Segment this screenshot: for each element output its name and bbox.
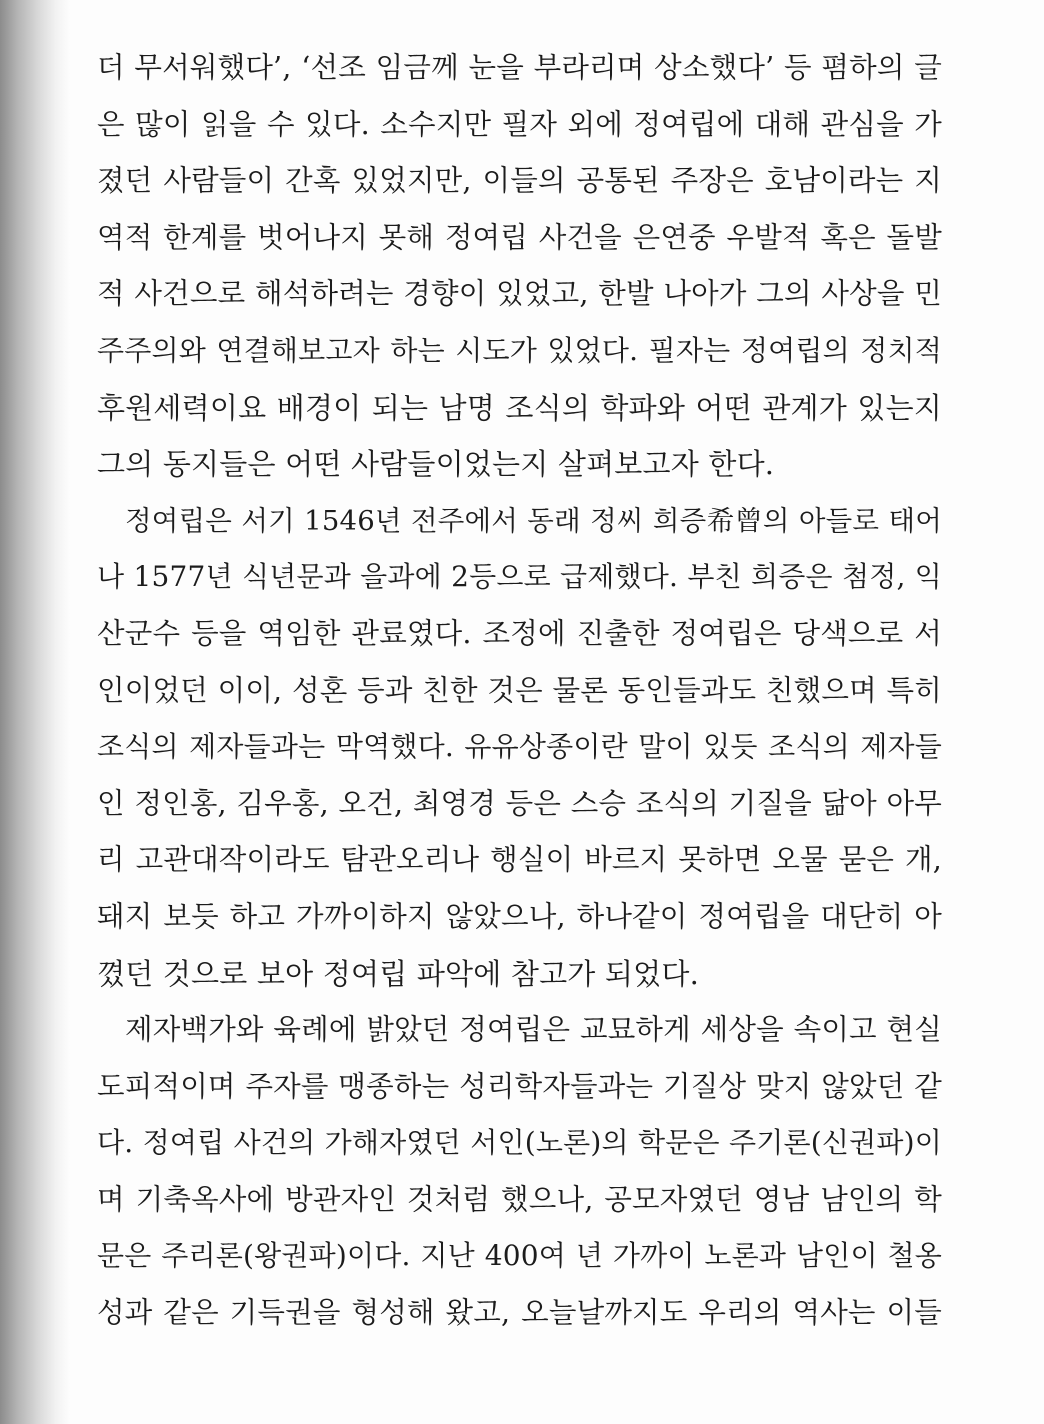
paragraph-2 bbox=[97, 493, 942, 1002]
text-line: 돼지 보듯 하고 가까이하지 않았으나, 하나같이 정여립을 대단히 아 bbox=[97, 899, 942, 933]
paragraph-3 bbox=[97, 1002, 942, 1342]
text-line: 졌던 사람들이 간혹 있었지만, 이들의 공통된 주장은 호남이라는 지 bbox=[97, 164, 942, 198]
text-line: 은 많이 읽을 수 있다. 소수지만 필자 외에 정여립에 대해 관심을 가 bbox=[97, 107, 942, 141]
text-line: 조식의 제자들과는 막역했다. 유유상종이란 말이 있듯 조식의 제자들 bbox=[97, 730, 942, 764]
text-line: 며 기축옥사에 방관자인 것처럼 했으나, 공모자였던 영남 남인의 학 bbox=[97, 1182, 942, 1216]
text-line: 꼈던 것으로 보아 정여립 파악에 참고가 되었다. bbox=[97, 956, 699, 991]
text-line: 정여립은 서기 1546년 전주에서 동래 정씨 희증希曾의 아들로 태어 bbox=[125, 504, 942, 537]
text-line: 산군수 등을 역임한 관료였다. 조정에 진출한 정여립은 당색으로 서 bbox=[97, 616, 942, 650]
text-line: 그의 동지들은 어떤 사람들이었는지 살펴보고자 한다. bbox=[97, 447, 775, 482]
text-line: 문은 주리론(왕권파)이다. 지난 400여 년 가까이 노론과 남인이 철옹 bbox=[97, 1239, 942, 1273]
text-line: 제자백가와 육례에 밝았던 정여립은 교묘하게 세상을 속이고 현실 bbox=[125, 1013, 942, 1047]
text-line: 더 무서워했다’, ‘선조 임금께 눈을 부라리며 상소했다’ 등 폄하의 글 bbox=[97, 51, 942, 84]
text-line: 인 정인홍, 김우홍, 오건, 최영경 등은 스승 조식의 기질을 닮아 아무 bbox=[97, 786, 942, 820]
body-text bbox=[97, 40, 942, 1342]
page-gutter-shadow bbox=[0, 0, 70, 1424]
text-line: 다. 정여립 사건의 가해자였던 서인(노론)의 학문은 주기론(신권파)이 bbox=[97, 1126, 942, 1160]
text-line: 적 사건으로 해석하려는 경향이 있었고, 한발 나아가 그의 사상을 민 bbox=[97, 277, 942, 311]
text-line: 주주의와 연결해보고자 하는 시도가 있었다. 필자는 정여립의 정치적 bbox=[97, 333, 942, 367]
text-line: 역적 한계를 벗어나지 못해 정여립 사건을 은연중 우발적 혹은 돌발 bbox=[97, 220, 942, 254]
text-line: 도피적이며 주자를 맹종하는 성리학자들과는 기질상 맞지 않았던 같 bbox=[97, 1069, 942, 1103]
text-line: 나 1577년 식년문과 을과에 2등으로 급제했다. 부친 희증은 첨정, 익 bbox=[97, 560, 942, 594]
text-line: 후원세력이요 배경이 되는 남명 조식의 학파와 어떤 관계가 있는지 bbox=[97, 390, 942, 425]
text-line: 인이었던 이이, 성혼 등과 친한 것은 물론 동인들과도 친했으며 특히 bbox=[97, 673, 942, 707]
text-line: 성과 같은 기득권을 형성해 왔고, 오늘날까지도 우리의 역사는 이들 bbox=[97, 1296, 942, 1330]
paragraph-1 bbox=[97, 40, 942, 493]
text-line: 리 고관대작이라도 탐관오리나 행실이 바르지 못하면 오물 묻은 개, bbox=[97, 843, 942, 877]
